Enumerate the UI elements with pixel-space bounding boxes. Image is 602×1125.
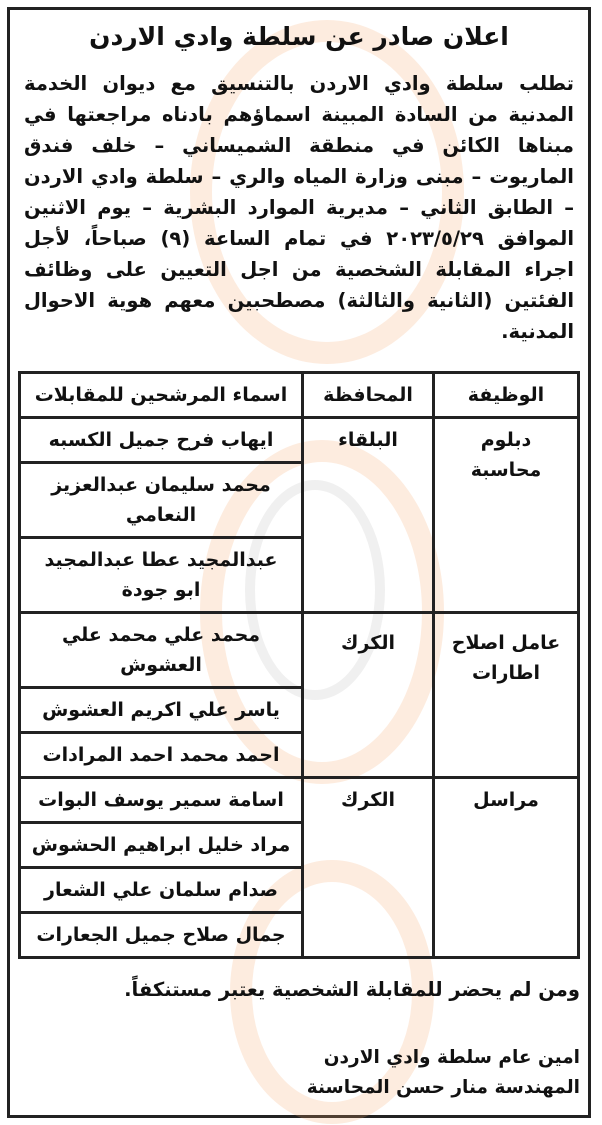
- governorate-cell: البلقاء: [303, 418, 434, 613]
- governorate-cell: الكرك: [303, 613, 434, 778]
- job-cell: دبلوم محاسبة: [434, 418, 579, 613]
- table-header-row: [20, 373, 579, 418]
- announcement-title: اعلان صادر عن سلطة وادي الاردن: [89, 22, 509, 51]
- table-row: [20, 778, 579, 823]
- job-cell: عامل اصلاح اطارات: [434, 613, 579, 778]
- announcement-body: تطلب سلطة وادي الاردن بالتنسيق مع ديوان الخدمة المدنية من السادة المبينة اسماؤهم بادناه مراجعتها في مبناها الكائن في منطقة الشميساني – خلف فندق الماريوت – مبنى وزارة المياه والري – سلطة وادي الاردن – الطابق الثاني – مديرية الموارد البشرية – يوم الاثنين الموافق ٢٠٢٣/٥/٢٩ في تمام الساعة (٩) صباحاً، لأجل اجراء المقابلة الشخصية من اجل التعيين على وظائف الفئتين (الثانية والثالثة) مصطحبين معهم هوية الاحوال المدنية.: [24, 72, 574, 343]
- signature-block: [18, 1043, 580, 1103]
- announcement-frame: [7, 7, 591, 1118]
- candidate-name: صدام سلمان علي الشعار: [20, 868, 303, 913]
- header-job: الوظيفة: [434, 373, 579, 418]
- candidate-name: اسامة سمير يوسف البوات: [20, 778, 303, 823]
- announcement-content: [18, 20, 580, 1103]
- table-row: [20, 418, 579, 463]
- candidate-name: احمد محمد احمد المرادات: [20, 733, 303, 778]
- candidate-name: ايهاب فرح جميل الكسبه: [20, 418, 303, 463]
- candidate-name: جمال صلاح جميل الجعارات: [20, 913, 303, 958]
- header-names: اسماء المرشحين للمقابلات: [20, 373, 303, 418]
- header-governorate: المحافظة: [303, 373, 434, 418]
- candidate-name: مراد خليل ابراهيم الحشوش: [20, 823, 303, 868]
- candidate-name: محمد سليمان عبدالعزيز النعامي: [20, 463, 303, 538]
- candidates-table: [18, 371, 580, 959]
- job-cell: مراسل: [434, 778, 579, 958]
- absence-note: ومن لم يحضر للمقابلة الشخصية يعتبر مستنكفاً.: [124, 978, 580, 1001]
- candidate-name: عبدالمجيد عطا عبدالمجيد ابو جودة: [20, 538, 303, 613]
- table-row: [20, 613, 579, 688]
- governorate-cell: الكرك: [303, 778, 434, 958]
- signature-title: امين عام سلطة وادي الاردن: [323, 1047, 580, 1068]
- candidate-name: محمد علي محمد علي العشوش: [20, 613, 303, 688]
- signature-name: المهندسة منار حسن المحاسنة: [306, 1077, 580, 1098]
- candidate-name: ياسر علي اكريم العشوش: [20, 688, 303, 733]
